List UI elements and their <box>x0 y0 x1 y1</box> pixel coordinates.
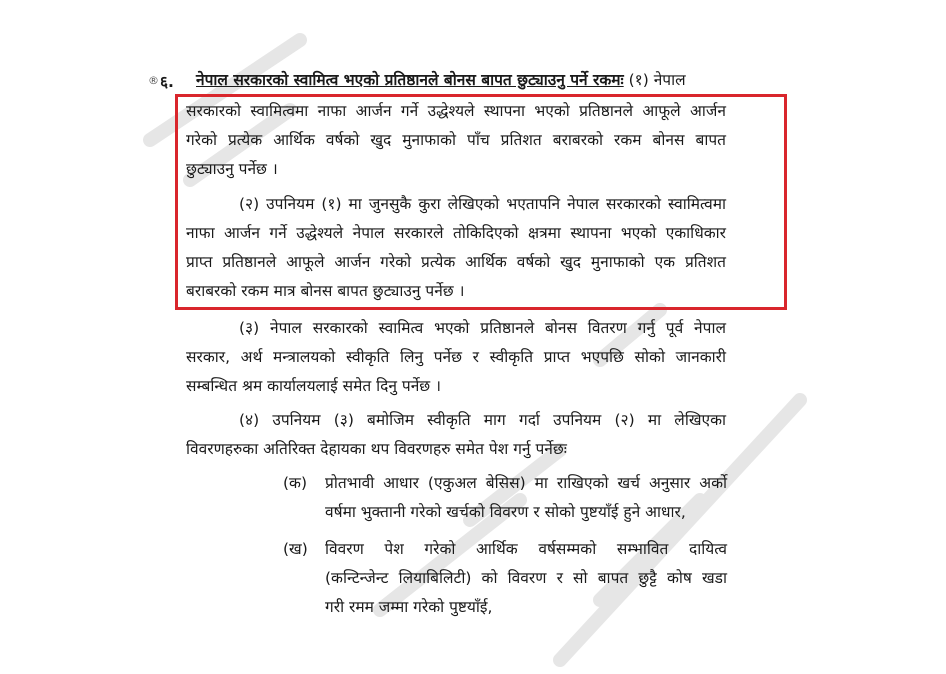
paragraph3-line: सरकार, अर्थ मन्त्रालयको स्वीकृति लिनु पर्नेछ र स्वीकृति प्राप्त भएपछि सोको जानकारी <box>186 348 726 366</box>
item-line: विवरण पेश गरेको आर्थिक वर्षसम्मको सम्भावित दायित्व <box>325 540 727 558</box>
section-heading-line <box>196 70 726 90</box>
section-number: ६. <box>160 73 174 91</box>
paragraph2-line: प्राप्त प्रतिष्ठानले आफूले आर्जन गरेको प्रत्येक आर्थिक वर्षको खुद मुनाफाको एक प्रतिशत <box>186 253 726 271</box>
paragraph3-line: सम्बन्धित श्रम कार्यालयलाई समेत दिनु पर्नेछ । <box>186 377 441 395</box>
paragraph1-line: सरकारको स्वामित्वमा नाफा आर्जन गर्ने उद्धेश्यले स्थापना भएको प्रतिष्ठानले आफूले आर्जन <box>186 102 726 120</box>
section-marker: ® <box>148 74 159 87</box>
item-label: (ख) <box>283 540 308 558</box>
item-label: (क) <box>283 474 307 492</box>
item-line: गरी रमम जम्मा गरेको पुष्टयाँई, <box>325 598 493 616</box>
paragraph3-line: (३) नेपाल सरकारको स्वामित्व भएको प्रतिष्ठानले बोनस वितरण गर्नु पूर्व नेपाल <box>239 319 726 337</box>
paragraph1-line: गरेको प्रत्येक आर्थिक वर्षको खुद मुनाफाको पाँच प्रतिशत बराबरको रकम बोनस बापत <box>186 131 726 149</box>
section-first-line-rest: (१) नेपाल <box>628 71 686 89</box>
item-line: वर्षमा भुक्तानी गरेको खर्चको विवरण र सोको पुष्टयाँई हुने आधार, <box>325 503 686 521</box>
paragraph4-line: विवरणहरुका अतिरिक्त देहायका थप विवरणहरु समेत पेश गर्नु पर्नेछः <box>186 440 567 458</box>
paragraph2-line: नाफा आर्जन गर्ने उद्धेश्यले नेपाल सरकारले तोकिदिएको क्षत्रमा स्थापना भएको एकाधिकार <box>186 224 726 242</box>
item-line: (कन्टिन्जेन्ट लियाबिलिटी) को विवरण र सो बापत छुट्टै कोष खडा <box>325 569 727 587</box>
section-title: नेपाल सरकारको स्वामित्व भएको प्रतिष्ठानले बोनस बापत छुट्याउनु पर्ने रकमः <box>196 71 624 89</box>
paragraph2-line: बराबरको रकम मात्र बोनस बापत छुट्याउनु पर्नेछ । <box>186 282 465 300</box>
paragraph1-line: छुट्याउनु पर्नेछ । <box>186 160 278 178</box>
paragraph4-line: (४) उपनियम (३) बमोजिम स्वीकृति माग गर्दा उपनियम (२) मा लेखिएका <box>239 411 726 429</box>
paragraph2-line: (२) उपनियम (१) मा जुनसुकै कुरा लेखिएको भएतापनि नेपाल सरकारको स्वामित्वमा <box>239 195 726 213</box>
item-line: प्रोतभावी आधार (एकुअल बेसिस) मा राखिएको खर्च अनुसार अर्को <box>325 474 727 492</box>
